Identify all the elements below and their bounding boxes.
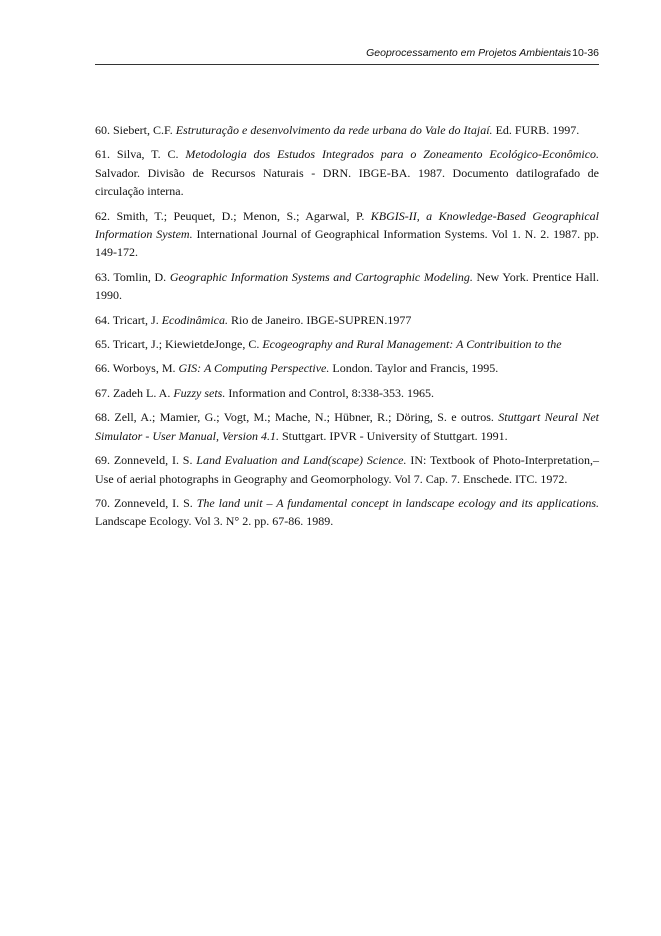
reference-66 bbox=[95, 359, 599, 377]
reference-69 bbox=[95, 451, 599, 488]
reference-number: 60. bbox=[95, 123, 110, 137]
reference-title: Land Evaluation and Land(scape) Science. bbox=[196, 453, 407, 468]
reference-number: 65. bbox=[95, 337, 110, 352]
page-number: 10-36 bbox=[572, 47, 599, 59]
reference-number: 61. bbox=[95, 147, 110, 162]
reference-authors: Zonneveld, I. S. bbox=[113, 453, 193, 468]
reference-number: 62. bbox=[95, 208, 110, 223]
reference-details: Salvador. Divisão de Recursos Naturais - DRN. IBGE-BA. 1987. Documento datilografado de circulação interna. bbox=[95, 165, 599, 199]
reference-details: Information and Control, 8:338-353. 1965. bbox=[228, 385, 434, 400]
reference-68 bbox=[95, 408, 599, 445]
reference-details: Stuttgart. IPVR - University of Stuttgart. 1991. bbox=[282, 428, 508, 443]
reference-title: The land unit – A fundamental concept in landscape ecology and its applications. bbox=[196, 495, 600, 510]
reference-authors: Silva, T. C. bbox=[116, 147, 179, 162]
reference-authors: Worboys, M. bbox=[112, 361, 176, 376]
reference-details: IN: Textbook of Photo-Interpretation,– Use of aerial photographs in Geography and Geomorphology. Vol 7. Cap. 7. Enschede. ITC. 1972. bbox=[95, 453, 600, 486]
reference-title: Geographic Information Systems and Cartographic Modeling. bbox=[169, 269, 473, 284]
reference-authors: Tomlin, D. bbox=[113, 269, 167, 284]
reference-64 bbox=[95, 311, 599, 329]
reference-number: 68. bbox=[95, 410, 110, 425]
reference-number: 63. bbox=[95, 269, 110, 284]
reference-list bbox=[95, 121, 599, 537]
reference-title: Ecodinâmica. bbox=[161, 312, 229, 327]
reference-authors: Siebert, C.F. bbox=[113, 123, 173, 137]
reference-details: Rio de Janeiro. IBGE-SUPREN.1977 bbox=[231, 312, 412, 327]
running-title: Geoprocessamento em Projetos Ambientais bbox=[366, 47, 572, 59]
page-header bbox=[95, 47, 599, 65]
reference-number: 66. bbox=[95, 361, 110, 376]
reference-title: Estruturação e desenvolvimento da rede urbana do Vale do Itajaí. bbox=[175, 123, 493, 137]
reference-67 bbox=[95, 384, 599, 402]
reference-title: Stuttgart Neural Net Simulator - User Manual, Version 4.1. bbox=[95, 410, 599, 443]
reference-authors: Tricart, J.; KiewietdeJonge, C. bbox=[112, 337, 260, 352]
reference-details: London. Taylor and Francis, 1995. bbox=[332, 361, 499, 376]
reference-title: Metodologia dos Estudos Integrados para o Zoneamento Ecológico-Econômico. bbox=[185, 147, 600, 162]
reference-title: GIS: A Computing Perspective. bbox=[178, 361, 330, 376]
reference-60 bbox=[95, 121, 599, 139]
reference-title: Fuzzy sets. bbox=[173, 385, 226, 400]
reference-title: Ecogeography and Rural Management: A Contribuition to the bbox=[262, 337, 562, 352]
reference-authors: Tricart, J. bbox=[112, 312, 159, 327]
reference-63 bbox=[95, 268, 599, 305]
reference-details: New York. Prentice Hall. 1990. bbox=[95, 269, 599, 303]
reference-details: Ed. FURB. 1997. bbox=[495, 123, 580, 137]
reference-61 bbox=[95, 145, 599, 200]
reference-title: KBGIS-II, a Knowledge-Based Geographical Information System. bbox=[95, 208, 600, 242]
reference-number: 67. bbox=[95, 385, 110, 400]
reference-number: 69. bbox=[95, 453, 110, 468]
reference-authors: Smith, T.; Peuquet, D.; Menon, S.; Agarwal, P. bbox=[116, 208, 365, 223]
reference-number: 64. bbox=[95, 312, 110, 327]
reference-details: International Journal of Geographical Information Systems. Vol 1. N. 2. 1987. pp. 149-172. bbox=[95, 227, 600, 260]
reference-authors: Zonneveld, I. S. bbox=[113, 495, 193, 510]
reference-details: Landscape Ecology. Vol 3. N° 2. pp. 67-86. 1989. bbox=[95, 514, 334, 529]
reference-authors: Zadeh L. A. bbox=[113, 385, 171, 400]
reference-number: 70. bbox=[95, 495, 110, 510]
reference-65 bbox=[95, 335, 599, 353]
reference-authors: Zell, A.; Mamier, G.; Vogt, M.; Mache, N.; Hübner, R.; Döring, S. e outros. bbox=[114, 410, 494, 425]
reference-62 bbox=[95, 207, 599, 262]
reference-70 bbox=[95, 494, 599, 531]
